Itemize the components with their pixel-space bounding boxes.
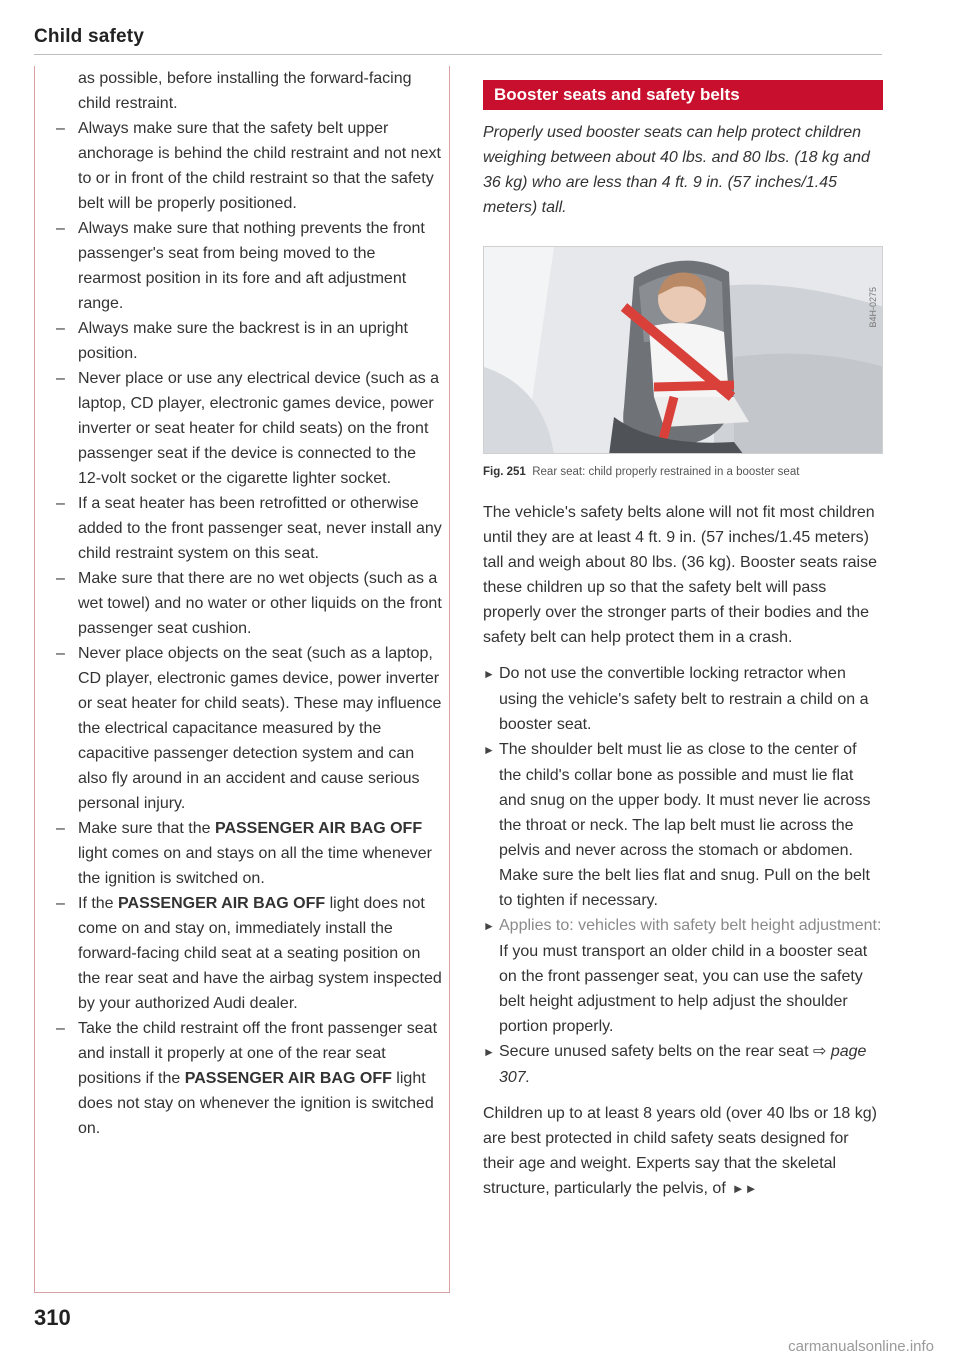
triangle-right-icon: ► <box>483 1045 495 1059</box>
warning-item: – If a seat heater has been retrofitted or otherwise added to the front passenger seat, never install any child restraint system on this seat. <box>56 495 442 562</box>
warning-item: – Always make sure that the safety belt upper anchorage is behind the child restraint and not next to or in front of the child restraint so that the safety belt will be properly positioned. <box>56 120 441 212</box>
warning-item: – If the PASSENGER AIR BAG OFF light does not come on and stay on, immediately install the forward-facing child seat at a seating position on the rear seat and have the airbag system inspected by your authorized Audi dealer. <box>56 895 442 1012</box>
warning-item: – Take the child restraint off the front passenger seat and install it properly at one of the rear seat positions if the PASSENGER AIR BAG OFF light does not stay on whenever the ignition is switched on. <box>56 1020 438 1137</box>
triangle-right-icon: ► <box>483 919 495 933</box>
list-item: ► Secure unused safety belts on the rear seat ⇨ page 307. <box>483 1039 883 1090</box>
list-item: ► The shoulder belt must lie as close to the center of the child's collar bone as possible and must lie flat and snug on the upper body. It must never lie across the throat or neck. The lap belt must lie across the pelvis and never across the stomach or abdomen. Make sure the belt lies flat and snug. Pull on the belt to tighten if necessary. <box>483 737 883 913</box>
section-body <box>483 500 883 1201</box>
child-booster-seat-icon <box>484 247 883 454</box>
warning-item: – Make sure that there are no wet objects (such as a wet towel) and no water or other liquids on the front passenger seat cushion. <box>56 570 442 637</box>
paragraph: Children up to at least 8 years old (over 40 lbs or 18 kg) are best protected in child safety seats designed for their age and weight. Experts say that the skeletal structure, particularly the pelvis, of ►► <box>483 1105 877 1197</box>
watermark: carmanualsonline.info <box>788 1338 934 1355</box>
list-item: ► Do not use the convertible locking retractor when using the vehicle's safety belt to restrain a child on a booster seat. <box>483 661 883 737</box>
page-number: 310 <box>34 1305 71 1330</box>
header-divider <box>34 54 882 55</box>
warning-item: – Never place or use any electrical device (such as a laptop, CD player, electronic games device, power inverter or seat heater for child seats) on the front passenger seat if the device is connected to the 12-volt socket or the cigarette lighter socket. <box>56 370 440 487</box>
section-heading: Booster seats and safety belts <box>483 80 883 110</box>
triangle-right-icon: ► <box>483 743 495 757</box>
page-reference-link[interactable]: ⇨ page 307. <box>499 1043 867 1086</box>
page-header <box>34 26 882 48</box>
warning-item: – Make sure that the PASSENGER AIR BAG OFF light comes on and stays on all the time whenever the ignition is switched on. <box>56 820 432 887</box>
warning-item: – Always make sure the backrest is in an upright position. <box>56 320 408 362</box>
chapter-title: Child safety <box>34 26 145 47</box>
warning-continuation: as possible, before installing the forward-facing child restraint. <box>78 70 412 112</box>
figure-251 <box>483 246 883 454</box>
double-arrow-right-icon: ►► <box>731 1181 758 1196</box>
paragraph: The vehicle's safety belts alone will not fit most children until they are at least 4 ft. 9 in. (57 inches/1.45 meters) tall and weigh about 80 lbs. (36 kg). Booster seats raise these children up so that the safety belt will pass properly over the stronger parts of their bodies and the safety belt can help protect them in a crash. <box>483 504 877 646</box>
warning-item: – Always make sure that nothing prevents the front passenger's seat from being moved to the rearmost position in its fore and aft adjustment range. <box>56 220 425 312</box>
figure-caption: Fig. 251 Rear seat: child properly restrained in a booster seat <box>483 466 800 478</box>
figure-code: B4H-0275 <box>868 287 878 328</box>
warning-item: – Never place objects on the seat (such as a laptop, CD player, electronic games device, power inverter or seat heater for child seats). These may influence the electrical capacitance measured by the capacitive passenger detection system and can also fly around in an accident and cause serious personal injury. <box>56 645 442 812</box>
triangle-right-icon: ► <box>483 667 495 681</box>
section-intro: Properly used booster seats can help protect children weighing between about 40 lbs. and 80 lbs. (18 kg and 36 kg) who are less than 4 ft. 9 in. (57 inches/1.45 meters) tall. <box>483 124 870 216</box>
booster-section <box>483 80 883 1201</box>
warning-content <box>56 66 442 1141</box>
booster-seat-illustration <box>483 246 883 454</box>
list-item: ► Applies to: vehicles with safety belt height adjustment: If you must transport an older child in a booster seat on the front passenger seat, you can use the safety belt height adjustment to help adjust the shoulder portion properly. <box>483 913 883 1039</box>
